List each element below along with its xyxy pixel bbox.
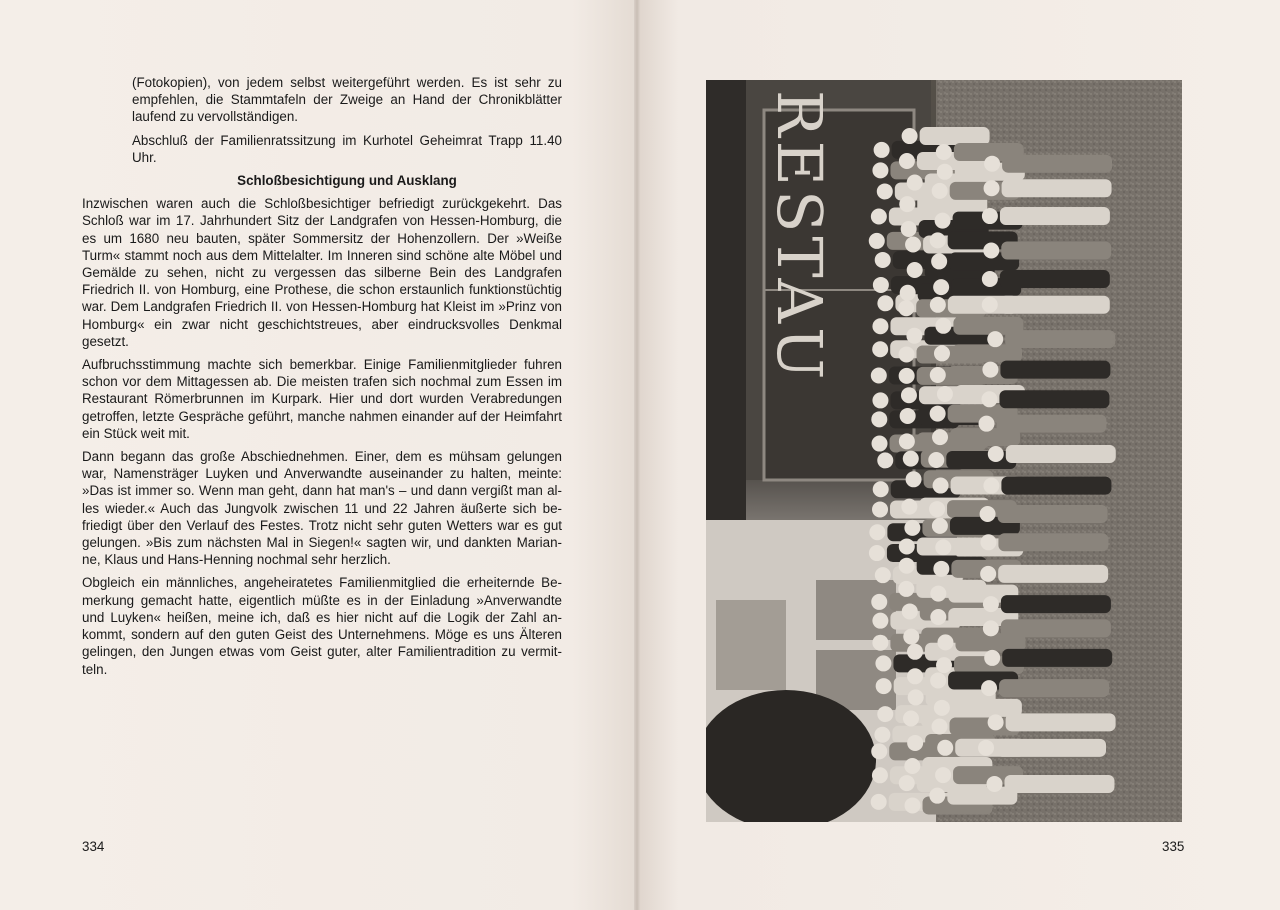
paragraph: Abschluß der Familienratssitzung im Kurhotel Geheimrat Trapp 11.40 Uhr. — [132, 132, 562, 165]
paragraph: Inzwischen waren auch die Schloßbesichtiger befriedigt zurückgekehrt. Das Schloß war im 17. Jahrhundert Sitz der Landgrafen von Hessen-Homburg, die es um 1680 neu bauten, später Sommersitz der Hohenzollern. Der »Weiße Turm« stammt noch aus dem Mittelalter. Im Inneren sind schöne alte Möbel und Gemälde zu sehen, nicht zu vergessen das silberne Bein des Landgrafen Friedrich II. von Homburg, eine Prothese, die schon erstaunlich funktionstüchtig war. Dem Landgrafen Friedrich II. von Hessen-Homburg hat Kleist im »Prinz von Homburg« ein zwar nicht geschichtstreues, aber eindrucksvolles Denkmal gesetzt. — [82, 196, 562, 349]
photo-sign-text: RESTAU — [763, 90, 836, 384]
section-heading: Schloßbesichtigung und Ausklang — [237, 173, 457, 189]
paragraph: Obgleich ein männliches, angeheiratetes Familienmitglied die erheiternde Bemerkung gemacht hatte, eigentlich müßte es in der Einladung »Anverwandte und Luyken« heißen, meine ich, daß es hier nicht auf die Logik der Zahl ankommt, sondern auf den guten Geist des Unternehmens. Möge es uns Älteren gelingen, den Jungen etwas vom Geist guter, alter Familientradition zu vermitteln. — [82, 575, 562, 677]
paragraph: Aufbruchsstimmung machte sich bemerkbar. Einige Familienmitglieder fuhren schon vor dem Mittagessen ab. Die meisten trafen sich nochmal zum Essen im Restaurant Römerbrunnen im Kurpark. Hier und dort wurden Verabredungen getroffen, letzte Gespräche geführt, manche nahmen einander auf der Heimfahrt ein Stück weit mit. — [82, 357, 562, 441]
group-photo — [706, 80, 1182, 822]
paragraph: (Fotokopien), von jedem selbst weitergeführt werden. Es ist sehr zu empfehlen, die Stammtafeln der Zweige an Hand der Chronikblätter laufend zu vervollständigen. — [132, 75, 562, 125]
page-number-right: 335 — [1162, 839, 1185, 854]
paragraph: Dann begann das große Abschiednehmen. Einer, dem es mühsam gelungen war, Namensträger Luyken und Anverwandte auseinander zu halten, meinte: »Das ist immer so. Wenn man geht, dann hat man's – und dann vergißt man alles wieder.« Auch das Jungvolk zwischen 11 und 22 Jahren äußerte sich befriedigt über den Verlauf des Festes. Trotz nicht sehr guten Wetters war es gut gelungen. »Bis zum nächsten Mal in Siegen!« sagten wir, und dankten Marianne, Klaus und Hans-Henning nochmal sehr herzlich. — [82, 449, 562, 568]
left-page — [0, 0, 636, 910]
left-page-text — [82, 74, 562, 684]
page-number-left: 334 — [82, 839, 105, 854]
